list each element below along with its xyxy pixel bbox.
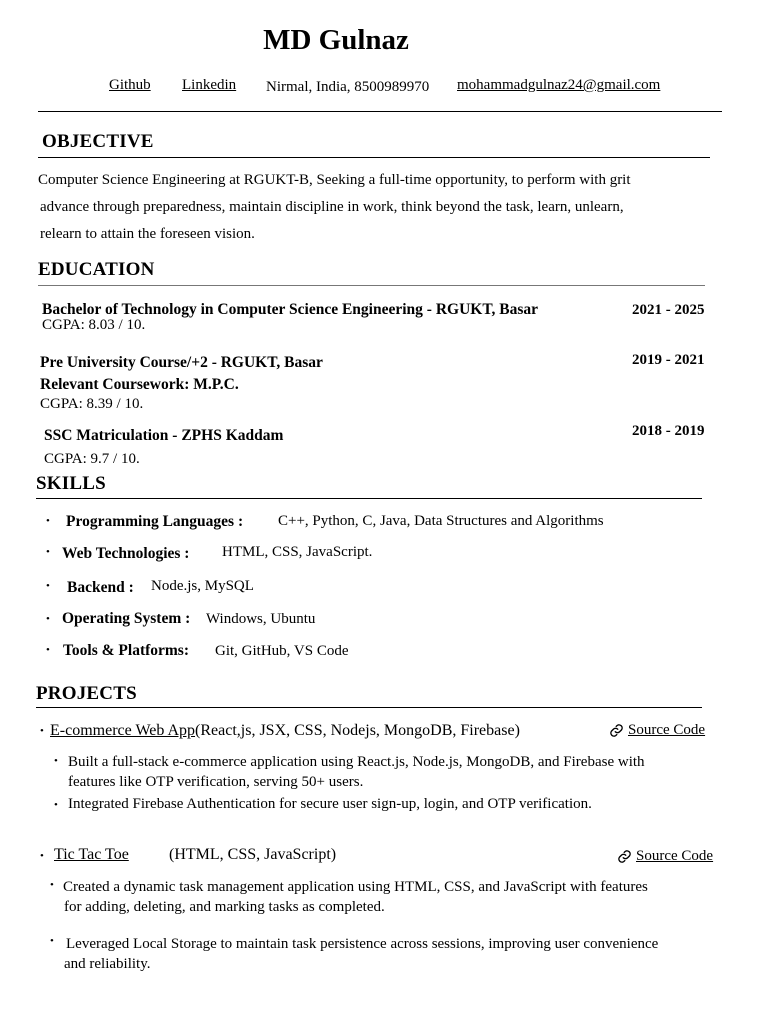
skill-category: Web Technologies : <box>62 545 190 562</box>
location-phone: Nirmal, India, 8500989970 <box>266 79 430 95</box>
skill-value: C++, Python, C, Java, Data Structures and Algorithms <box>278 513 604 529</box>
edu-years: 2021 - 2025 <box>632 302 705 318</box>
skill-value: Git, GitHub, VS Code <box>215 643 349 659</box>
project-point <box>68 794 728 814</box>
project-point-line: and reliability. <box>64 956 151 972</box>
project-point-line: Leveraged Local Storage to maintain task persistence across sessions, improving user convenience <box>66 936 659 952</box>
edu-years: 2018 - 2019 <box>632 423 705 439</box>
bullet: • <box>50 935 54 947</box>
source-code-label: Source Code <box>636 848 714 864</box>
project-title <box>54 846 129 864</box>
link-icon <box>617 849 632 864</box>
skill-category: Operating System : <box>62 610 191 627</box>
edu-title: Bachelor of Technology in Computer Science Engineering - RGUKT, Basar <box>42 301 539 318</box>
edu-cgpa: CGPA: 9.7 / 10. <box>44 451 140 467</box>
bullet: • <box>46 515 50 527</box>
project-point <box>63 877 728 917</box>
project-tech: (React,js, JSX, CSS, Nodejs, MongoDB, Firebase) <box>195 722 520 739</box>
header-divider <box>38 111 722 112</box>
source-code-link[interactable] <box>609 722 705 739</box>
project-point-line: for adding, deleting, and marking tasks as completed. <box>64 899 385 915</box>
bullet: • <box>50 879 54 891</box>
edu-years: 2019 - 2021 <box>632 352 705 368</box>
skills-divider <box>36 498 702 499</box>
bullet: • <box>40 850 44 862</box>
bullet: • <box>46 546 50 558</box>
skill-value: Windows, Ubuntu <box>206 611 316 627</box>
email-link[interactable]: mohammadgulnaz24@gmail.com <box>457 77 661 93</box>
linkedin-link[interactable]: Linkedin <box>182 77 237 93</box>
project-name: Tic Tac Toe <box>54 846 129 863</box>
edu-title: SSC Matriculation - ZPHS Kaddam <box>44 427 284 444</box>
edu-cgpa: CGPA: 8.39 / 10. <box>40 396 144 412</box>
edu-title: Pre University Course/+2 - RGUKT, Basar <box>40 354 323 371</box>
objective-text <box>38 167 728 248</box>
project-tech: (HTML, CSS, JavaScript) <box>169 846 337 863</box>
bullet: • <box>46 580 50 592</box>
bullet: • <box>46 613 50 625</box>
resume-name: MD Gulnaz <box>263 24 409 56</box>
project-point <box>68 752 728 792</box>
bullet: • <box>54 799 58 811</box>
skill-value: Node.js, MySQL <box>151 578 254 594</box>
education-heading: EDUCATION <box>38 259 155 280</box>
project-name: E-commerce Web App <box>50 722 196 739</box>
skill-category: Backend : <box>67 579 134 596</box>
objective-line: relearn to attain the foreseen vision. <box>40 226 255 242</box>
project-point-line: Built a full-stack e-commerce application using React.js, Node.js, MongoDB, and Firebase with <box>68 754 645 770</box>
objective-divider <box>38 157 710 158</box>
edu-coursework: Relevant Coursework: M.P.C. <box>40 376 239 393</box>
github-link[interactable]: Github <box>109 77 151 93</box>
project-title <box>50 722 520 740</box>
skill-category: Tools & Platforms: <box>63 642 189 659</box>
bullet: • <box>40 725 44 737</box>
objective-heading: OBJECTIVE <box>42 131 154 152</box>
source-code-label: Source Code <box>628 722 706 738</box>
edu-cgpa: CGPA: 8.03 / 10. <box>42 317 146 333</box>
bullet: • <box>46 644 50 656</box>
project-point-line: features like OTP verification, serving 50+ users. <box>68 774 364 790</box>
link-icon <box>609 723 624 738</box>
source-code-link[interactable] <box>617 848 713 865</box>
project-point-line: Created a dynamic task management application using HTML, CSS, and JavaScript with features <box>63 879 648 895</box>
skills-heading: SKILLS <box>36 473 106 494</box>
projects-divider <box>36 707 702 708</box>
projects-heading: PROJECTS <box>36 683 137 704</box>
education-divider <box>38 285 705 286</box>
objective-line: Computer Science Engineering at RGUKT-B, Seeking a full-time opportunity, to perform with grit <box>38 172 631 188</box>
project-point <box>66 934 728 974</box>
project-point-line: Integrated Firebase Authentication for secure user sign-up, login, and OTP verification. <box>68 796 592 812</box>
skill-value: HTML, CSS, JavaScript. <box>222 544 373 560</box>
bullet: • <box>54 755 58 767</box>
objective-line: advance through preparedness, maintain discipline in work, think beyond the task, learn, unlearn, <box>40 199 624 215</box>
skill-category: Programming Languages : <box>66 513 244 530</box>
